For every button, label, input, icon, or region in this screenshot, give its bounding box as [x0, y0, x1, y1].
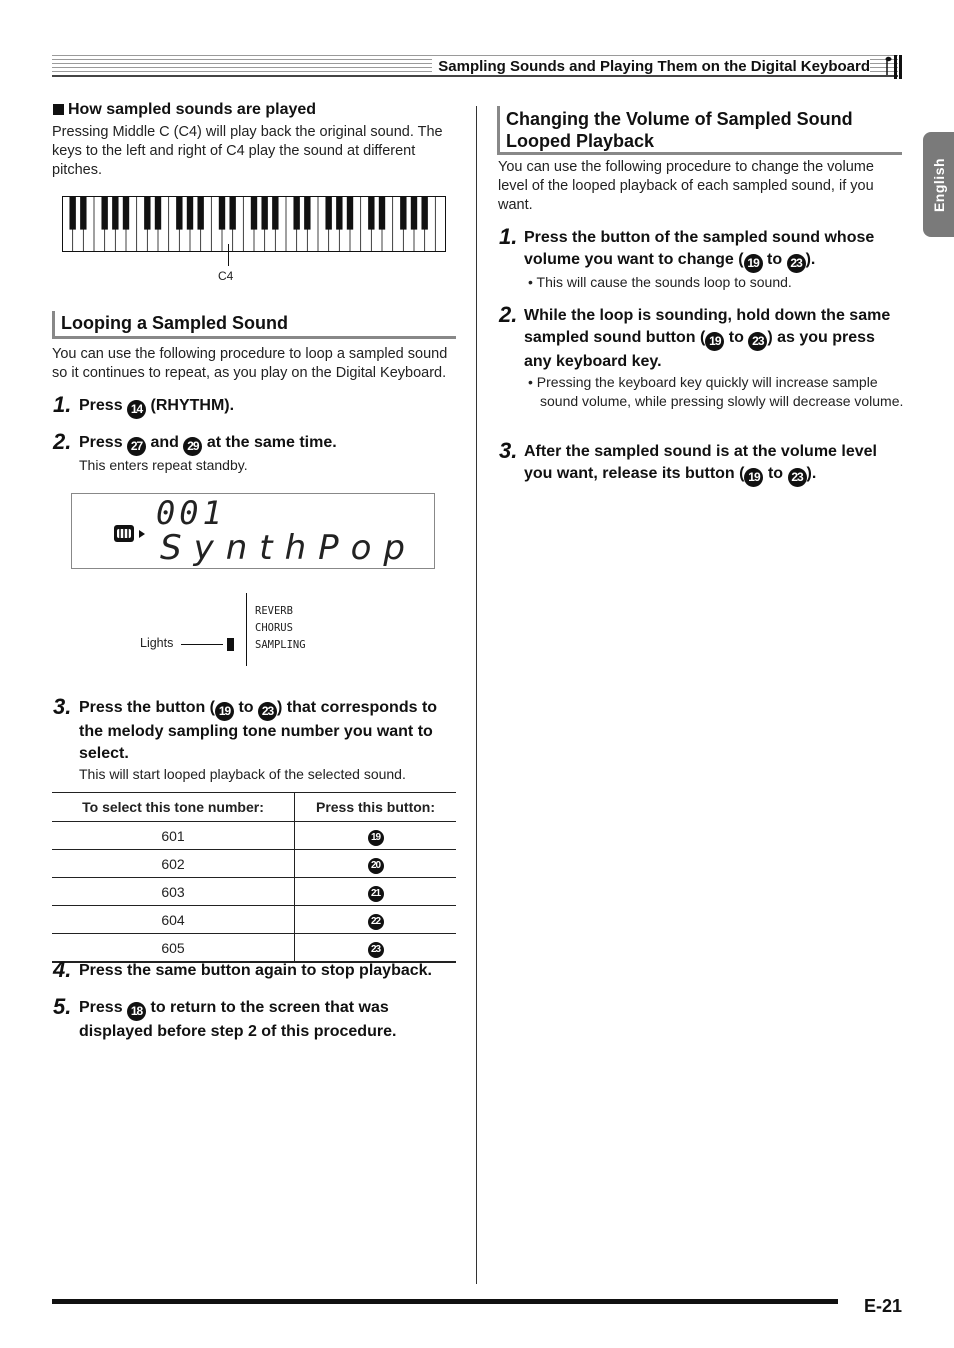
tone-number-cell: 605 [52, 934, 295, 963]
black-key [261, 196, 267, 230]
rhythm-drum-icon [113, 523, 149, 545]
black-key [144, 196, 150, 230]
button-19-icon: 19 [368, 830, 384, 846]
black-key [187, 196, 193, 230]
step-number: 2. [499, 302, 518, 327]
tone-button-table [52, 792, 456, 963]
button-cell [295, 822, 457, 850]
button-29-icon: 29 [183, 437, 202, 456]
sampling-indicator-light [227, 638, 234, 651]
page-number: E-21 [864, 1296, 903, 1316]
table-row [52, 850, 456, 878]
indicator-labels [255, 603, 306, 654]
volume-step-2-bullet: • Pressing the keyboard key quickly will increase sample sound volume, while pressing slowly will decrease volume. [528, 374, 904, 409]
tone-name-display: SynthPop [160, 528, 418, 568]
black-key [197, 196, 203, 230]
sampling-label: SAMPLING [255, 639, 306, 651]
black-key [421, 196, 427, 230]
button-23-icon: 23 [787, 254, 806, 273]
button-cell [295, 906, 457, 934]
volume-step-1-text: Press the button of the sampled sound whose volume you want to change ( 19 to 23 ). [524, 227, 902, 273]
button-19-icon: 19 [744, 254, 763, 273]
button-21-icon: 21 [368, 886, 384, 902]
lights-label: Lights [140, 636, 174, 650]
volume-intro: You can use the following procedure to change the volume level of the looped playback of each sampled sound, if you want. [498, 159, 874, 213]
language-tab[interactable]: English [923, 132, 954, 237]
tone-number-cell: 604 [52, 906, 295, 934]
column-divider [476, 106, 477, 1284]
black-key [379, 196, 385, 230]
black-key [325, 196, 331, 230]
black-key [400, 196, 406, 230]
black-key [368, 196, 374, 230]
how-played-heading: How sampled sounds are played [53, 101, 316, 119]
black-key [229, 196, 235, 230]
black-key [293, 196, 299, 230]
button-cell [295, 934, 457, 963]
black-key [176, 196, 182, 230]
step-3-text: Press the button ( 19 to 23 ) that corresponds to the melody sampling tone number you want to select. [79, 699, 438, 762]
button-23-icon: 23 [788, 468, 807, 487]
black-key [80, 196, 86, 230]
step-number: 5. [53, 994, 72, 1019]
tone-number-display: 001 [156, 494, 226, 532]
column-header: Press this button: [295, 793, 457, 822]
button-19-icon: 19 [705, 332, 724, 351]
looping-section-heading: Looping a Sampled Sound [52, 311, 456, 339]
step-5-text: Press 18 to return to the screen that was displayed before step 2 of this procedure. [79, 999, 397, 1040]
black-key [112, 196, 118, 230]
music-note-icon [874, 55, 902, 79]
footer-rule [52, 1299, 838, 1304]
button-23-icon: 23 [368, 942, 384, 958]
page-header-title: Sampling Sounds and Playing Them on the Digital Keyboard [432, 58, 870, 75]
step-4-text: Press the same button again to stop playback. [79, 962, 432, 979]
volume-step-3-text: After the sampled sound is at the volume level you want, release its button ( 19 to 23 ). [524, 441, 900, 487]
black-key [411, 196, 417, 230]
step-number: 1. [499, 224, 518, 249]
volume-section-heading: Changing the Volume of Sampled Sound Looped Playback [497, 106, 902, 155]
table-row [52, 822, 456, 850]
black-key [155, 196, 161, 230]
button-22-icon: 22 [368, 914, 384, 930]
looping-intro: You can use the following procedure to loop a sampled sound so it continues to repeat, as you play on the Digital Keyboard. [52, 346, 448, 381]
step-3-note: This will start looped playback of the selected sound. [79, 766, 406, 782]
reverb-label: REVERB [255, 605, 293, 617]
button-cell [295, 850, 457, 878]
button-18-icon: 18 [127, 1002, 146, 1021]
step-2-note: This enters repeat standby. [79, 457, 248, 473]
button-14-icon: 14 [127, 400, 146, 419]
button-23-icon: 23 [258, 702, 277, 721]
table-header-row [52, 793, 456, 822]
how-played-text: Pressing Middle C (C4) will play back the original sound. The keys to the left and right of C4 play the sound at different pitches. [52, 124, 443, 178]
step-number: 3. [499, 438, 518, 463]
black-key [347, 196, 353, 230]
black-key [101, 196, 107, 230]
button-19-icon: 19 [215, 702, 234, 721]
black-key [336, 196, 342, 230]
button-23-icon: 23 [748, 332, 767, 351]
tone-number-cell: 602 [52, 850, 295, 878]
square-bullet-icon [53, 104, 64, 115]
lights-pointer-line [181, 644, 223, 645]
step-1-text: Press 14 (RHYTHM). [79, 395, 234, 419]
table-row [52, 906, 456, 934]
button-cell [295, 878, 457, 906]
step-number: 3. [53, 694, 72, 719]
black-key [251, 196, 257, 230]
tone-number-cell: 603 [52, 878, 295, 906]
step-number: 1. [53, 392, 72, 417]
step-number: 4. [53, 957, 72, 982]
step-number: 2. [53, 429, 72, 454]
button-19-icon: 19 [744, 468, 763, 487]
table-row [52, 878, 456, 906]
c4-label: C4 [218, 269, 234, 283]
c4-pointer-line [228, 244, 229, 266]
black-key [219, 196, 225, 230]
table-row [52, 934, 456, 963]
tone-number-cell: 601 [52, 822, 295, 850]
step-2-text: Press 27 and 29 at the same time. [79, 432, 337, 456]
black-key [123, 196, 129, 230]
column-header: To select this tone number: [52, 793, 295, 822]
black-key [272, 196, 278, 230]
black-key [304, 196, 310, 230]
black-key [69, 196, 75, 230]
button-27-icon: 27 [127, 437, 146, 456]
chorus-label: CHORUS [255, 622, 293, 634]
volume-step-1-bullet: • This will cause the sounds loop to sound. [528, 274, 792, 290]
lcd-display [71, 493, 435, 569]
keyboard-diagram [62, 196, 446, 256]
button-20-icon: 20 [368, 858, 384, 874]
indicator-divider [246, 593, 247, 666]
volume-step-2-text: While the loop is sounding, hold down the same sampled sound button ( 19 to 23 ) as you press any keyboard key. [524, 307, 891, 370]
